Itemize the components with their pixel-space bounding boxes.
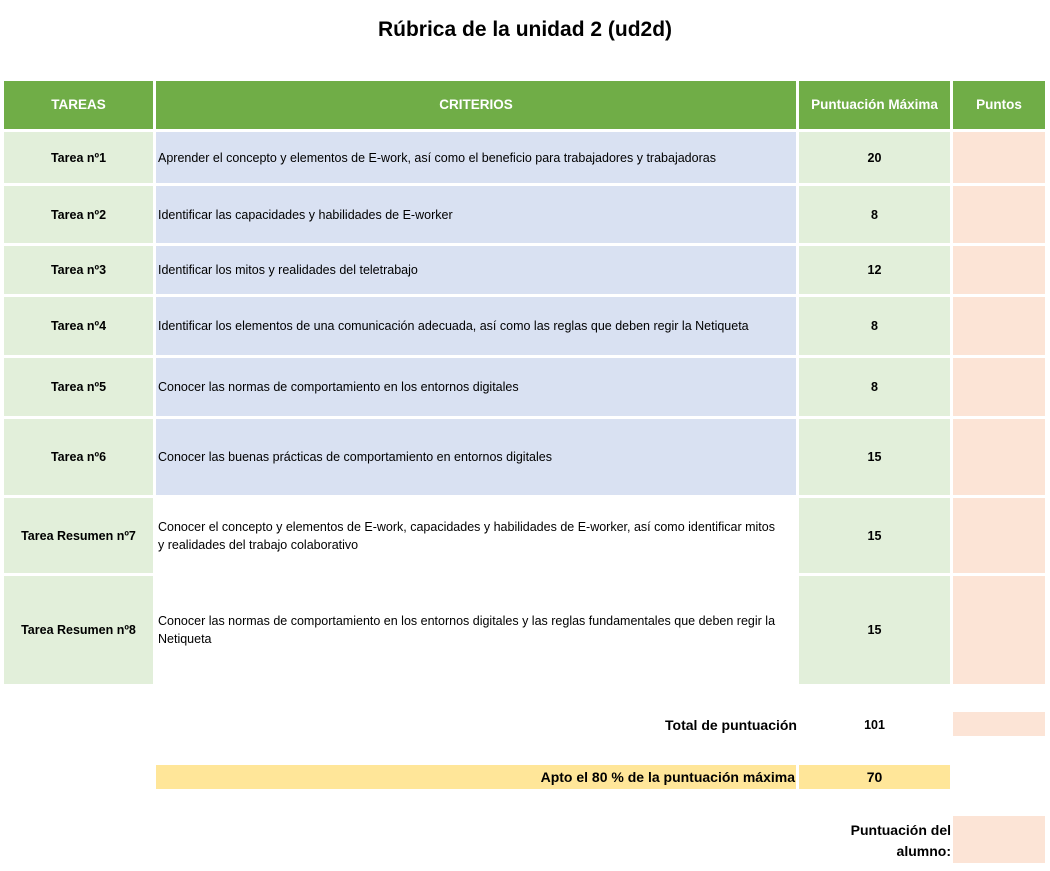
criterio-cell-8: Conocer las normas de comportamiento en los entornos digitales y las reglas fundamentales que deben regir la Netiqueta [156, 576, 796, 684]
total-label: Total de puntuación [665, 717, 797, 733]
points-input-3[interactable] [953, 246, 1045, 294]
apto-value: 70 [799, 765, 950, 789]
apto-label: Apto el 80 % de la puntuación máxima [156, 765, 796, 789]
max-cell-7: 15 [799, 498, 950, 573]
criterio-cell-3: Identificar los mitos y realidades del teletrabajo [156, 246, 796, 294]
criterio-cell-2: Identificar las capacidades y habilidades de E-worker [156, 186, 796, 243]
student-score-input[interactable] [953, 816, 1045, 863]
max-cell-3: 12 [799, 246, 950, 294]
header-tareas: TAREAS [4, 81, 153, 129]
task-cell-7: Tarea Resumen nº7 [4, 498, 153, 573]
criterio-cell-5: Conocer las normas de comportamiento en los entornos digitales [156, 358, 796, 416]
points-input-2[interactable] [953, 186, 1045, 243]
max-cell-6: 15 [799, 419, 950, 495]
criterio-cell-1: Aprender el concepto y elementos de E-work, así como el beneficio para trabajadores y trabajadoras [156, 132, 796, 183]
criterio-cell-7: Conocer el concepto y elementos de E-work, capacidades y habilidades de E-worker, así como identificar mitos y realidades del trabajo colaborativo [156, 498, 796, 573]
task-cell-8: Tarea Resumen nº8 [4, 576, 153, 684]
max-cell-8: 15 [799, 576, 950, 684]
points-input-7[interactable] [953, 498, 1045, 573]
task-cell-3: Tarea nº3 [4, 246, 153, 294]
max-cell-5: 8 [799, 358, 950, 416]
max-cell-2: 8 [799, 186, 950, 243]
header-max: Puntuación Máxima [799, 81, 950, 129]
criterio-cell-4: Identificar los elementos de una comunicación adecuada, así como las reglas que deben regir la Netiqueta [156, 297, 796, 355]
task-cell-2: Tarea nº2 [4, 186, 153, 243]
criterio-cell-6: Conocer las buenas prácticas de comportamiento en entornos digitales [156, 419, 796, 495]
task-cell-6: Tarea nº6 [4, 419, 153, 495]
points-input-4[interactable] [953, 297, 1045, 355]
total-value: 101 [864, 718, 885, 732]
header-criterios: CRITERIOS [156, 81, 796, 129]
task-cell-5: Tarea nº5 [4, 358, 153, 416]
points-input-8[interactable] [953, 576, 1045, 684]
student-score-label: Puntuación del alumno: [850, 822, 951, 859]
max-cell-1: 20 [799, 132, 950, 183]
points-input-6[interactable] [953, 419, 1045, 495]
task-cell-4: Tarea nº4 [4, 297, 153, 355]
points-input-5[interactable] [953, 358, 1045, 416]
task-cell-1: Tarea nº1 [4, 132, 153, 183]
header-puntos: Puntos [953, 81, 1045, 129]
page-title: Rúbrica de la unidad 2 (ud2d) [377, 18, 673, 41]
total-points-input[interactable] [953, 712, 1045, 736]
max-cell-4: 8 [799, 297, 950, 355]
points-input-1[interactable] [953, 132, 1045, 183]
